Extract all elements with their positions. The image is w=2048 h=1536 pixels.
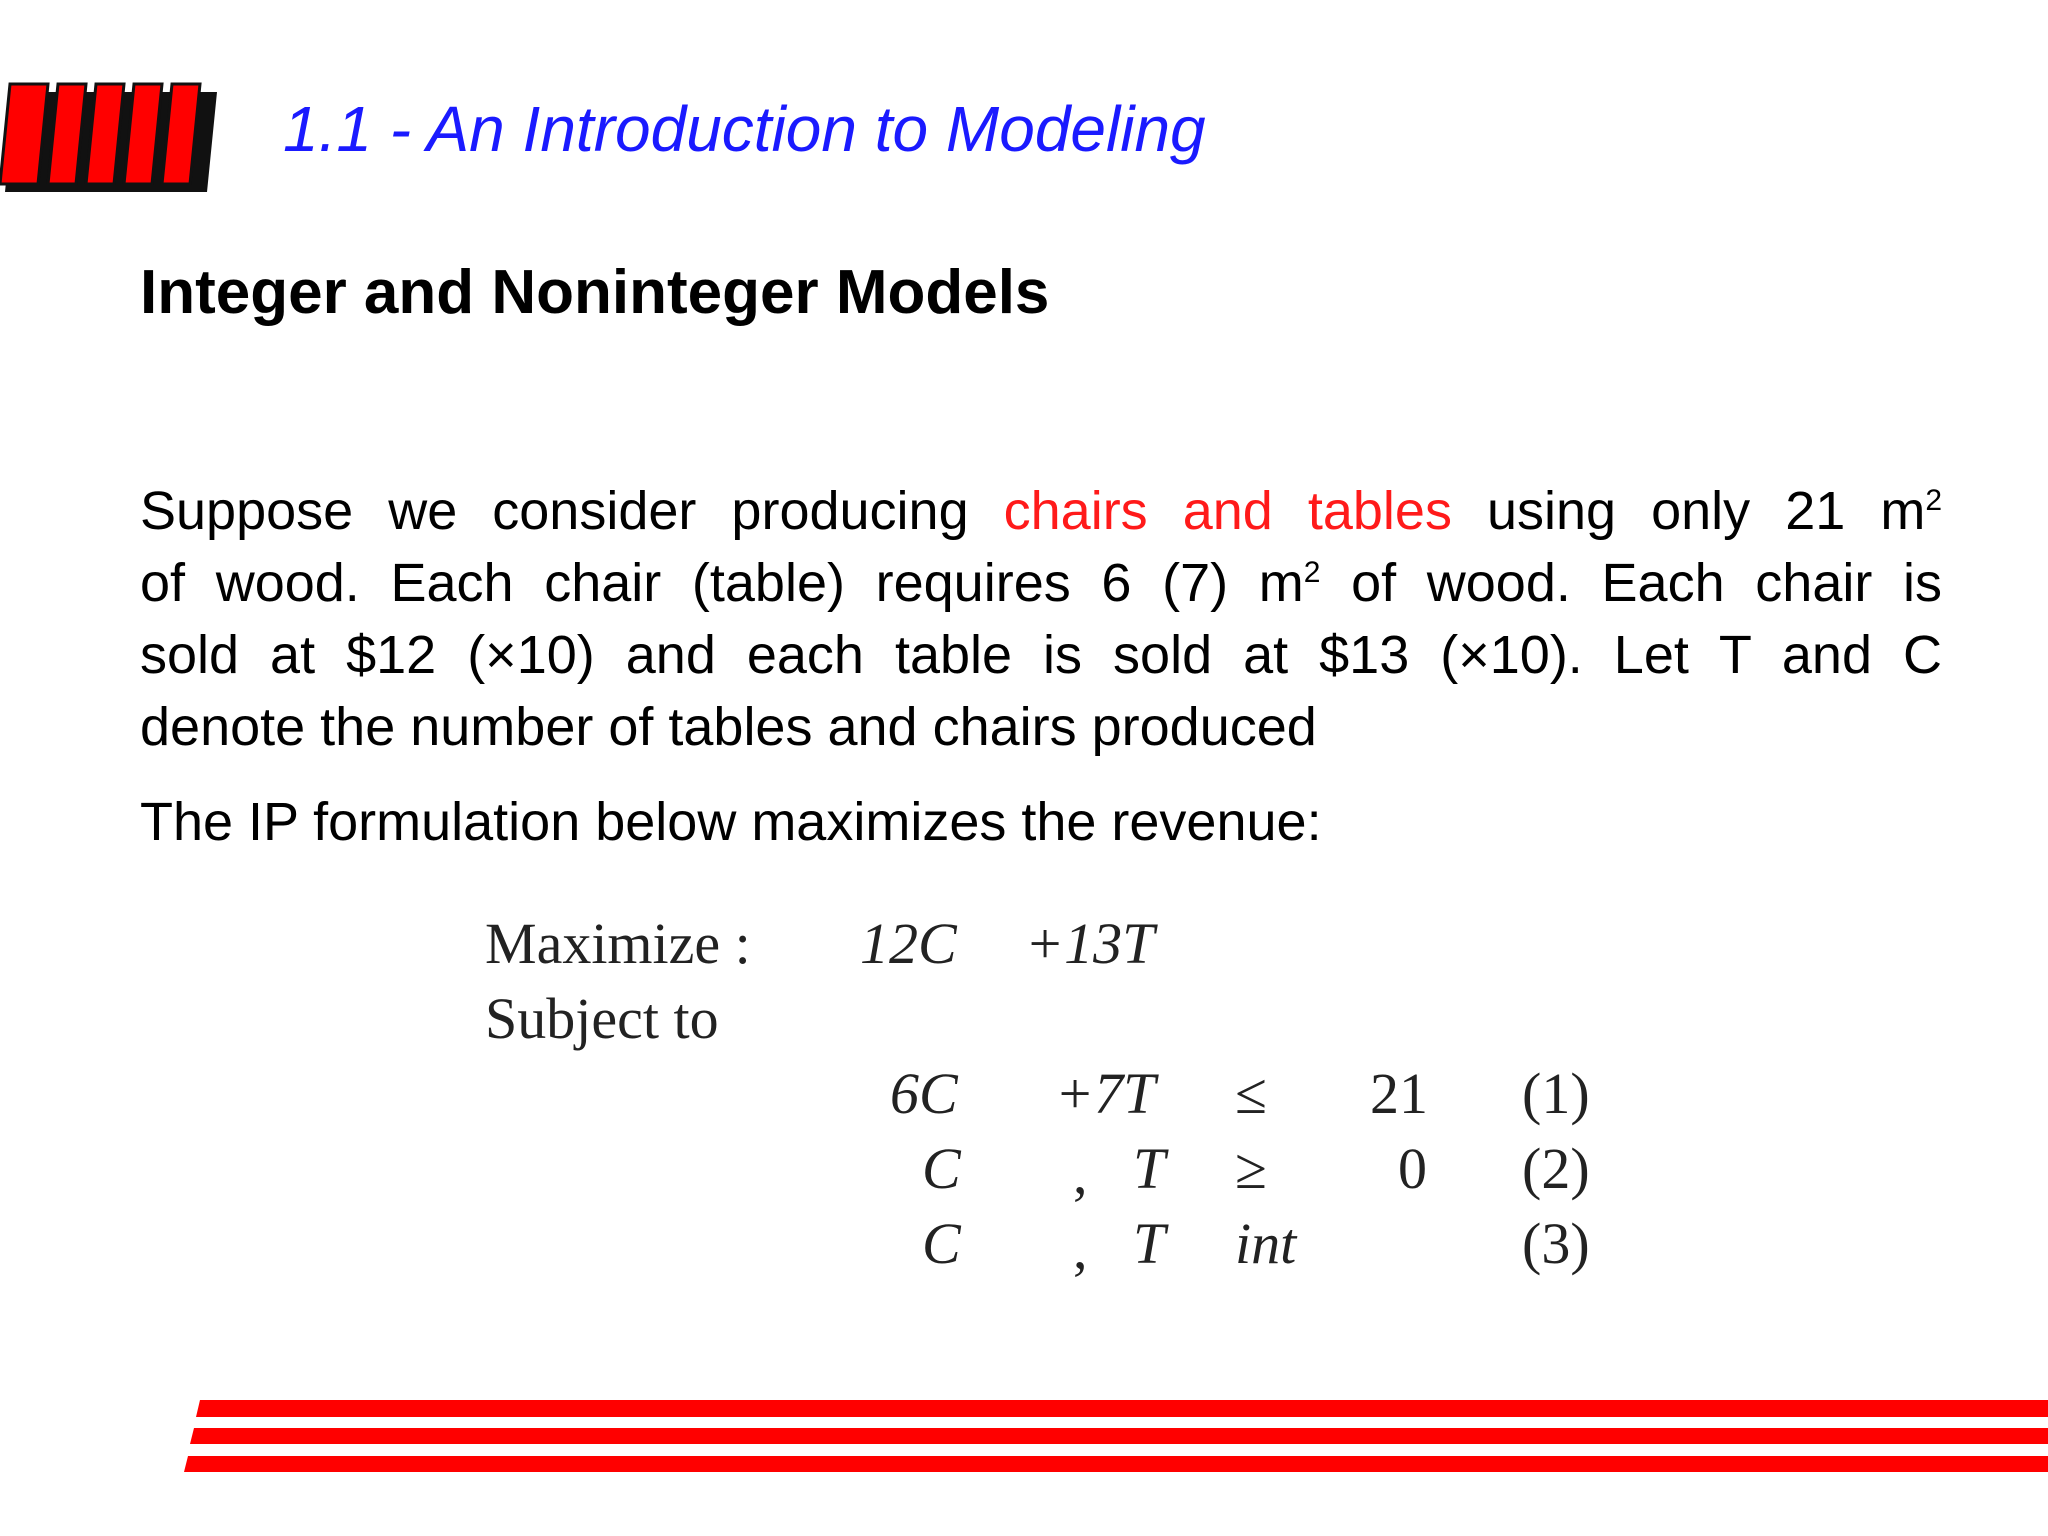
constraint-separator: , — [1073, 1216, 1088, 1281]
objective-term-c: 12C — [860, 911, 957, 976]
constraint-c: 6C — [890, 1061, 958, 1126]
constraint-c: C — [922, 1211, 961, 1276]
constraint-t: +7T — [1055, 1061, 1156, 1126]
paragraph-line: denote the number of tables and chairs produced — [140, 697, 1317, 757]
ip-intro-text: The IP formulation below maximizes the revenue: — [140, 792, 1322, 852]
slide-title: 1.1 - An Introduction to Modeling — [283, 93, 1206, 165]
footer-stripe — [190, 1428, 2048, 1444]
constraint-number: (1) — [1522, 1061, 1590, 1126]
paragraph-text: of wood. Each chair is — [1320, 553, 1942, 613]
constraint-relation: ≤ — [1235, 1061, 1267, 1126]
section-heading: Integer and Noninteger Models — [140, 258, 1050, 327]
constraint-number: (3) — [1522, 1211, 1590, 1276]
constraint-relation: ≥ — [1235, 1136, 1267, 1201]
constraint-relation: int — [1235, 1211, 1297, 1276]
superscript: 2 — [1925, 484, 1942, 517]
paragraph-text: Suppose we consider producing — [140, 481, 1004, 541]
constraint-rhs: 21 — [1370, 1061, 1428, 1126]
footer-stripe — [196, 1400, 2048, 1417]
paragraph-line: sold at $12 (×10) and each table is sold at $13 (×10). Let T and C — [140, 625, 1942, 685]
constraint-rhs: 0 — [1398, 1136, 1427, 1201]
superscript: 2 — [1303, 556, 1321, 589]
constraint-number: (2) — [1522, 1136, 1590, 1201]
maximize-label: Maximize : — [485, 911, 751, 976]
objective-term-t: +13T — [1025, 911, 1155, 976]
constraint-c: C — [922, 1136, 961, 1201]
constraint-separator: , — [1073, 1141, 1088, 1206]
paragraph-text: using only 21 m — [1451, 481, 1926, 541]
highlight-text: chairs and tables — [1003, 481, 1452, 541]
footer-stripes — [0, 1395, 2048, 1475]
constraint-t: T — [1133, 1136, 1166, 1201]
paragraph-text: of wood. Each chair (table) requires 6 (7) m — [140, 553, 1304, 613]
constraint-t: T — [1133, 1211, 1166, 1276]
footer-stripe — [184, 1456, 2048, 1472]
subject-to-label: Subject to — [485, 986, 719, 1051]
